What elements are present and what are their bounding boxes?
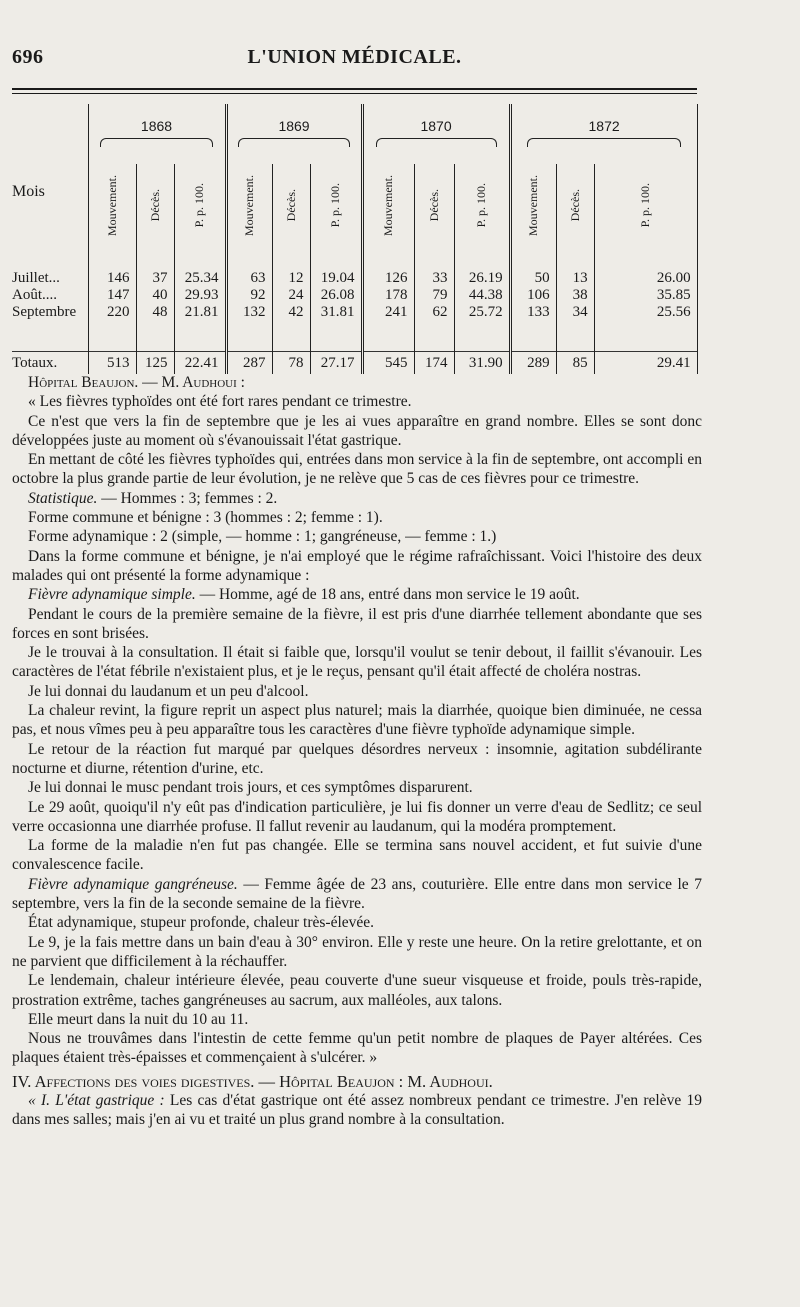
table-cell: 31.90 (454, 352, 510, 375)
col-header-mouvement: Mouvement. (362, 164, 414, 252)
table-cell: 79 (414, 287, 454, 304)
inline-label: Fièvre adynamique simple. (28, 586, 196, 604)
table-cell: 40 (136, 287, 174, 304)
table-cell: 25.56 (594, 304, 697, 321)
paragraph: Dans la forme commune et bénigne, je n'ai employé que le régime rafraîchissant. Voici l'histoire des deux malades qui ont présenté la forme adynamique : (12, 547, 702, 584)
paragraph: Forme commune et bénigne : 3 (hommes : 2; femme : 1). (28, 509, 383, 527)
table-cell: 27.17 (310, 352, 362, 375)
paragraph: Forme adynamique : 2 (simple, — homme : 1; gangréneuse, — femme : 1.) (28, 528, 497, 546)
table-cell: 13 (556, 270, 594, 287)
paragraph: État adynamique, stupeur profonde, chaleur très-élevée. (28, 914, 375, 932)
inline-label: « I. L'état gastrique : (28, 1091, 165, 1109)
paragraph: Je lui donnai du laudanum et un peu d'alcool. (28, 682, 309, 700)
paragraph (12, 1091, 702, 1130)
table-cell: 26.00 (594, 270, 697, 287)
table-cell: 31.81 (310, 304, 362, 321)
paragraph (12, 489, 702, 508)
table-cell: 25.72 (454, 304, 510, 321)
row-label: Juillet... (12, 270, 60, 286)
table-cell: 42 (272, 304, 310, 321)
table-cell: 34 (556, 304, 594, 321)
paragraph (12, 875, 702, 914)
table-cell: 78 (272, 352, 310, 375)
table-cell: 287 (226, 352, 272, 375)
table-cell: 24 (272, 287, 310, 304)
table-cell: 44.38 (454, 287, 510, 304)
paragraph: La forme de la maladie n'en fut pas changée. Elle se termina sans nouvel accident, et fut suivie d'une convalescence facile. (12, 837, 702, 874)
paragraph: Le lendemain, chaleur intérieure élevée, peau couverte d'une sueur visqueuse et froide, pouls très-rapide, prostration extrême, taches gangréneuses au sacrum, aux malléoles, aux talons. (12, 972, 702, 1009)
months-header: Mois (12, 183, 45, 200)
table-cell: 92 (226, 287, 272, 304)
table-cell: 545 (362, 352, 414, 375)
col-header-pct: P. p. 100. (594, 164, 697, 252)
table-cell: 37 (136, 270, 174, 287)
year-brace (100, 138, 214, 147)
col-header-mouvement: Mouvement. (510, 164, 556, 252)
header-rule-thin (12, 93, 697, 94)
year-header-1872 (510, 104, 697, 164)
year-header-1869 (226, 104, 362, 164)
table-cell: 26.08 (310, 287, 362, 304)
table-cell: 133 (510, 304, 556, 321)
paragraph: En mettant de côté les fièvres typhoïdes qui, entrées dans mon service à la fin de septembre, ont accompli en octobre la plus grande partie de leur évolution, je ne relève que 5 cas de ces fièvres pour ce trimestre. (12, 451, 702, 488)
table-cell: 26.19 (454, 270, 510, 287)
table-cell: 220 (88, 304, 136, 321)
table-cell: 147 (88, 287, 136, 304)
table-cell: 62 (414, 304, 454, 321)
year-1870-label: 1870 (420, 118, 452, 134)
col-header-pct: P. p. 100. (454, 164, 510, 252)
col-header-deces: Décès. (136, 164, 174, 252)
year-header-1870 (362, 104, 510, 164)
paragraph-text: — Homme, agé de 18 ans, entré dans mon service le 19 août. (195, 586, 580, 604)
paragraph-text: Les cas d'état gastrique ont été assez nombreux pendant ce trimestre. J'en relève 19 dans mes salles; mais j'en ai vu et traité un plus grand nombre à la consultation. (12, 1091, 702, 1129)
paragraph (12, 585, 702, 604)
row-label: Août.... (12, 287, 57, 303)
table-cell: 50 (510, 270, 556, 287)
inline-label: Fièvre adynamique gangréneuse. (28, 875, 238, 893)
col-header-mouvement: Mouvement. (88, 164, 136, 252)
paragraph: Le retour de la réaction fut marqué par quelques désordres nerveux : insomnie, agitation subdélirante nocturne et diurne, rétention d'urine, etc. (12, 740, 702, 777)
section-heading-iv: IV. Affections des voies digestives. — Hôpital Beaujon : M. Audhoui. (12, 1071, 493, 1091)
table-cell: 178 (362, 287, 414, 304)
paragraph: Nous ne trouvâmes dans l'intestin de cette femme qu'un petit nombre de plaques de Payer altérées. Ces plaques étaient très-épaisses et commençaient à s'ulcérer. » (12, 1030, 702, 1067)
mortality-table (12, 104, 698, 374)
table-cell: 33 (414, 270, 454, 287)
year-brace (376, 138, 497, 147)
col-header-pct: P. p. 100. (174, 164, 226, 252)
paragraph: Ce n'est que vers la fin de septembre que je les ai vues apparaître en grand nombre. Elles se sont donc développées juste au moment où s'évanouissait l'état gastrique. (12, 412, 702, 449)
paragraph: Je le trouvai à la consultation. Il était si faible que, lorsqu'il voulut se tenir debout, il faillit s'évanouir. Les caractères de l'état fébrile n'existaient plus, et je le reçus, pensant qu'il était affecté de choléra nostras. (12, 644, 702, 681)
table-cell: 106 (510, 287, 556, 304)
paragraph: Je lui donnai le musc pendant trois jours, et ces symptômes disparurent. (28, 779, 473, 797)
page-number: 696 (12, 46, 44, 68)
table-cell: 513 (88, 352, 136, 375)
table-row-aout (12, 287, 697, 304)
year-1868-label: 1868 (140, 118, 173, 134)
table-cell: 22.41 (174, 352, 226, 375)
table-cell: 241 (362, 304, 414, 321)
table-row-juillet (12, 270, 697, 287)
journal-title: L'UNION MÉDICALE. (247, 46, 462, 68)
year-brace (527, 138, 681, 147)
table-cell: 35.85 (594, 287, 697, 304)
col-header-deces: Décès. (414, 164, 454, 252)
article-body (12, 373, 702, 1130)
paragraph: « Les fièvres typhoïdes ont été fort rares pendant ce trimestre. (28, 393, 412, 411)
table-row-septembre (12, 304, 697, 321)
table-cell: 289 (510, 352, 556, 375)
table-cell: 132 (226, 304, 272, 321)
paragraph-text: — Femme âgée de 23 ans, couturière. Elle entre dans mon service le 7 septembre, vers la fin de la seconde semaine de la fièvre. (12, 875, 702, 913)
paragraph-text: — Hommes : 3; femmes : 2. (97, 489, 278, 507)
table-cell: 19.04 (310, 270, 362, 287)
table-cell: 126 (362, 270, 414, 287)
header-rule-thick (12, 88, 697, 90)
running-head (12, 46, 697, 72)
col-header-deces: Décès. (556, 164, 594, 252)
year-header-1868 (88, 104, 226, 164)
table-row-totals (12, 352, 697, 375)
col-header-mouvement: Mouvement. (226, 164, 272, 252)
table-cell: 12 (272, 270, 310, 287)
year-1872-label: 1872 (588, 118, 620, 134)
totals-label: Totaux. (12, 352, 88, 375)
section-heading-beaujon: Hôpital Beaujon. — M. Audhoui : (28, 374, 245, 391)
table-cell: 146 (88, 270, 136, 287)
inline-label: Statistique. (28, 489, 98, 507)
paragraph: Le 29 août, quoiqu'il n'y eût pas d'indication particulière, je lui fis donner un verre d'eau de Sedlitz; ce seul verre occasionna une diarrhée profuse. Il fallut revenir au laudanum, qui la modéra promptement. (12, 798, 702, 835)
table-cell: 29.41 (594, 352, 697, 375)
paragraph: Le 9, je la fais mettre dans un bain d'eau à 30° environ. Elle y reste une heure. On la retire grelottante, et on ne parvient que difficilement à la réchauffer. (12, 933, 702, 970)
table-cell: 48 (136, 304, 174, 321)
table-cell: 21.81 (174, 304, 226, 321)
paragraph: La chaleur revint, la figure reprit un aspect plus naturel; mais la diarrhée, quoique bien diminuée, ne cessa pas, et nous vîmes peu à peu apparaître tous les caractères d'une fièvre typhoïde adynamique simple. (12, 702, 702, 739)
col-header-pct: P. p. 100. (310, 164, 362, 252)
table-cell: 25.34 (174, 270, 226, 287)
table-cell: 85 (556, 352, 594, 375)
paragraph: Elle meurt dans la nuit du 10 au 11. (28, 1010, 249, 1028)
year-brace (238, 138, 349, 147)
table-cell: 125 (136, 352, 174, 375)
year-1869-label: 1869 (278, 118, 310, 134)
paragraph: Pendant le cours de la première semaine de la fièvre, il est pris d'une diarrhée tellement abondante que ses forces en sont brisées. (12, 605, 702, 642)
table-cell: 63 (226, 270, 272, 287)
table-cell: 174 (414, 352, 454, 375)
row-label: Septembre (12, 304, 77, 320)
col-header-deces: Décès. (272, 164, 310, 252)
table-cell: 29.93 (174, 287, 226, 304)
table-cell: 38 (556, 287, 594, 304)
